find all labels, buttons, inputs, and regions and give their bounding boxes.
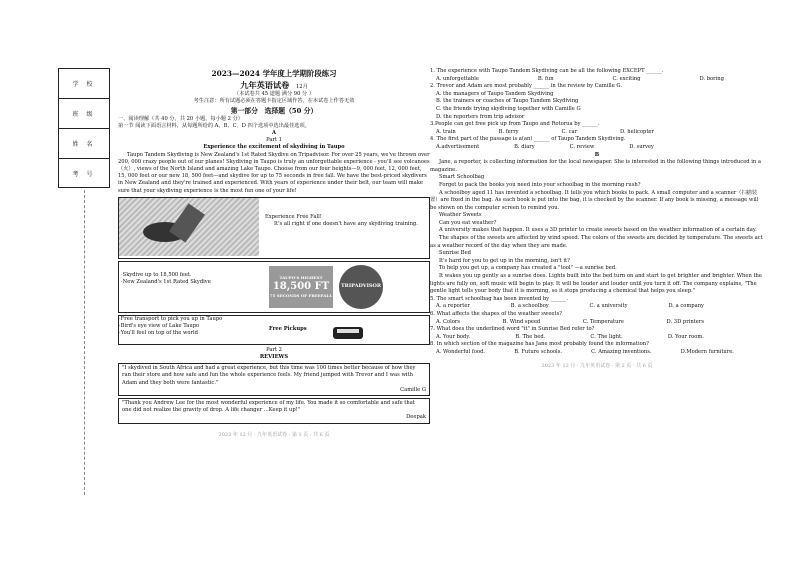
exam-notice: 考生注意：所有试题必须在答题卡指定区域作答，在本试卷上作答无效 xyxy=(193,98,355,105)
height-badge xyxy=(269,266,333,308)
item-3-text: It wakes you up gently as a sunrise does. Lights built into the bed turn on and start to get brighter and brighter. When the lights are fully on, soft music will begin to play. It will be louder and louder until you turn it off. The company explains, "The gentle light tells your body that it is morning, so it stops producing a chemical that helps you sleep." xyxy=(430,273,762,295)
q8-option-c: C. Amazing inventions. xyxy=(591,348,652,355)
review-deepak xyxy=(118,398,430,424)
q8-option-d: D.Modern furniture. xyxy=(680,348,734,355)
ad-height-line-1: ·Skydive up to 18,500 feet. xyxy=(121,271,192,278)
ad-height xyxy=(118,261,430,313)
q8-option-b: B. Future schools. xyxy=(514,348,563,355)
q2-option-b: B. the trainers or coaches of Taupo Tandem Skydiving xyxy=(436,98,579,105)
info-class: 班 级 xyxy=(59,99,109,129)
question-2: 2. Trevor and Adam are most probably ______ in the review by Camille G. xyxy=(430,83,623,90)
ad-transport-line-1: ·Free transport to pick you up in Taupo xyxy=(119,315,223,322)
review-1-author: Camille G xyxy=(400,386,426,393)
item-2-title: Weather Sweets xyxy=(439,212,482,219)
q5-option-d: D. a company xyxy=(668,303,704,310)
q5-option-b: B. a schoolboy xyxy=(510,303,549,310)
reviews-title: REVIEWS xyxy=(259,354,289,361)
ad-transport-line-2: ·Bird's eye view of Lake Taupo xyxy=(119,323,200,330)
passage-letter-b: B xyxy=(594,151,600,158)
q1-option-a: A. unforgettable xyxy=(436,75,479,82)
section-1-heading: 一、阅读理解（共 40 分，共 20 小题，每小题 2 分） xyxy=(118,115,243,122)
q8-option-a: A. Wonderful food. xyxy=(436,348,486,355)
ad-free-fall xyxy=(118,197,430,259)
q7-option-b: B. The bed. xyxy=(515,333,546,340)
q4-option-d: D. survey xyxy=(629,143,654,150)
item-3-question: It's hard for you to get up in the morning, isn't it? xyxy=(439,257,570,264)
part-1-title: Experience the excitement of skydiving in Taupo xyxy=(203,144,345,151)
right-page xyxy=(430,68,764,498)
badge-top: TAUPO'S HIGHEST xyxy=(279,274,323,280)
review-2-text: "Thank you Andrew Lee for the most wonderful experience of my life. You made it so comfortable and safe that one did not realize the gravity of drop. A life changer ...Keep it up!" xyxy=(122,400,415,414)
q6-option-c: C. Temperature xyxy=(582,318,624,325)
info-name: 姓 名 xyxy=(59,129,109,159)
q6-option-a: A. Colors xyxy=(436,318,461,325)
q5-option-a: A. a reporter xyxy=(436,303,470,310)
q5-option-c: C. a university xyxy=(589,303,628,310)
item-1-title: Smart Schoolbag xyxy=(439,174,485,181)
question-8: 8. In which section of the magazine has Jane most probably found the information? xyxy=(430,341,649,348)
free-pickups-label: Free Pickups xyxy=(269,326,307,333)
q2-option-a: A. the managers of Taupo Tandem Skydiving xyxy=(436,90,554,97)
page-footer-1: 2023 年 12 月 · 九年英语试卷 · 第 1 页 · 共 6 页 xyxy=(218,431,330,438)
question-4-options xyxy=(430,144,764,152)
student-info-box xyxy=(58,68,110,188)
question-1: 1. The experience with Taupo Tandem Skydiving can be all the following EXCEPT ______. xyxy=(430,68,664,74)
q6-option-b: B. Wind speed xyxy=(502,318,541,325)
passage-letter-a: A xyxy=(271,130,277,137)
question-8-options xyxy=(430,349,764,357)
question-1-options xyxy=(430,76,764,84)
q7-option-a: A. Your body. xyxy=(436,333,471,340)
question-5: 5. The smart schoolbag has been invented by ______. xyxy=(430,295,568,302)
part-title: 第一部分 选择题（50 分） xyxy=(230,106,318,115)
page-footer-2: 2023 年 12 月 · 九年英语试卷 · 第 2 页 · 共 6 页 xyxy=(541,362,653,369)
subject-line xyxy=(118,79,430,91)
ad-transport-line-3: ·You'll feel on top of the world xyxy=(119,330,198,337)
passage-b-intro: Jane, a reporter, is collecting information for the local newspaper. She is interested in the following things introduced in a magazine. xyxy=(430,159,761,173)
binding-line xyxy=(84,190,85,495)
q3-option-a: A. train xyxy=(436,128,456,135)
ad-free-fall-text: It's all right if one doesn't have any skydiving training. xyxy=(274,221,418,228)
q3-option-d: D. helicopter xyxy=(619,128,654,135)
q7-option-d: D. Your room. xyxy=(667,333,704,340)
q4-option-c: C. review xyxy=(569,143,595,150)
question-6-options xyxy=(430,319,764,327)
tripadvisor-badge: TRIPADVISOR xyxy=(339,265,383,309)
q1-option-b: B. fun xyxy=(537,75,554,82)
question-4: 4. The first part of the passage is a(an) ______ of Taupo Tandem Skydiving. xyxy=(430,136,626,143)
q3-option-b: B. ferry xyxy=(498,128,519,135)
q7-option-c: C. The light. xyxy=(590,333,623,340)
question-7-options xyxy=(430,334,764,342)
q4-option-a: A.advertisement xyxy=(436,143,480,150)
subject-title: 九年英语试卷 xyxy=(240,80,290,90)
q4-option-b: B. diary xyxy=(514,143,535,150)
q2-option-c: C. the friends trying skydiving together with Camille G xyxy=(436,105,581,112)
item-2-question: Can you eat weather? xyxy=(439,219,497,226)
part-2-label: Part 2 xyxy=(266,346,282,353)
badge-bottom: 75 SECONDS OF FREEFALL xyxy=(269,292,333,298)
passage-a-text: Taupo Tandem Skydiving is New Zealand's 1st Rated Skydive on Tripadvisor. For over 25 years, we've thrown over 200, 000 crazy people out of our planes! Skydiving in Taupo is truly an unforgettable experience - you'll see volcanoes（火）, views of the North Island and amazing Lake Taupo. Choose from our four heights—9, 000 feet, 12, 000 feet, 15, 000 feet or our new 18, 500 feet—and skydive for up to 75 seconds in free fall. We have the best-priced skydivers in New Zealand and they're trained and experienced. With years of experience under their belt, our team will make sure that your skydiving experience is the most fun one of your life! xyxy=(118,151,430,194)
q2-option-d: D. the reporters from trip advisor xyxy=(436,113,525,120)
van-icon xyxy=(333,327,363,339)
review-2-author: Deepak xyxy=(406,414,426,421)
exam-title: 2023—2024 学年度上学期阶段练习 xyxy=(211,69,337,78)
ad-free-fall-title: Experience Free Fall! xyxy=(265,213,322,220)
item-1-question: Forget to pack the books you need into your schoolbag in the morning rush? xyxy=(439,181,641,188)
section-1-sub: 第一节 阅读下面语言材料，从每题所给的 A、B、C、D 四个选项中选出最佳选项。 xyxy=(118,122,310,129)
ad-height-line-2: ·New Zealand's 1st Rated Skydive xyxy=(121,279,211,286)
part-1-label: Part 1 xyxy=(266,137,282,144)
item-3-question-2: To help you get up, a company has created a "tool" —a sunrise bed. xyxy=(439,265,617,272)
question-7: 7. What does the underlined word "it" in Sunrise Bed refer to? xyxy=(430,326,595,333)
item-3-title: Sunrise Bed xyxy=(439,250,471,257)
ad-transport xyxy=(118,315,430,345)
q3-option-c: C. car xyxy=(561,128,578,135)
item-2-text: A university makes that happen. It uses a 3D printer to create sweets based on the weather information of a certain day. xyxy=(439,227,757,234)
exam-month: 12月 xyxy=(295,84,308,90)
item-1-text: A schoolboy aged 11 has invented a schoolbag. It tells you which books to pack. A small computer and a scanner（扫描装置）are fixed in the bag. As each book is put into the bag, it is checked by the scanner. If any book is missing, a message will be shown on the computer screen to remind you. xyxy=(430,189,759,211)
q1-option-d: D. boring xyxy=(699,75,724,82)
review-1-text: "I skydived in South Africa and had a great experience, but this time was 100 times better because of how they ran their store and how safe and fun the whole experience feels. My friend jumped with Trevor and I was with Adam and they both were fantastic." xyxy=(122,365,416,386)
exam-info: （本试卷共 45 道题 满分 90 分 ） xyxy=(233,91,315,98)
info-exam-number: 考 号 xyxy=(72,171,96,178)
q6-option-d: D. 3D printers xyxy=(666,318,704,325)
item-2-text-2: The shapes of the sweets are affected by wind speed. The colors of the sweets are decided by temperature. The sweets act as a weather record of the day when they are made. xyxy=(430,235,763,249)
review-camille xyxy=(118,363,430,396)
question-6: 6. What affects the shapes of the weather sweets? xyxy=(430,311,563,317)
skydiver-photo xyxy=(119,198,259,256)
q1-option-c: C. exciting xyxy=(612,75,641,82)
badge-big: 18,500 FT xyxy=(272,280,330,292)
left-page xyxy=(118,68,430,498)
question-5-options xyxy=(430,303,764,311)
question-3: 3.People can get free pick up from Taupo and Rotorua by ______. xyxy=(430,121,600,128)
info-school: 学 校 xyxy=(59,69,109,99)
